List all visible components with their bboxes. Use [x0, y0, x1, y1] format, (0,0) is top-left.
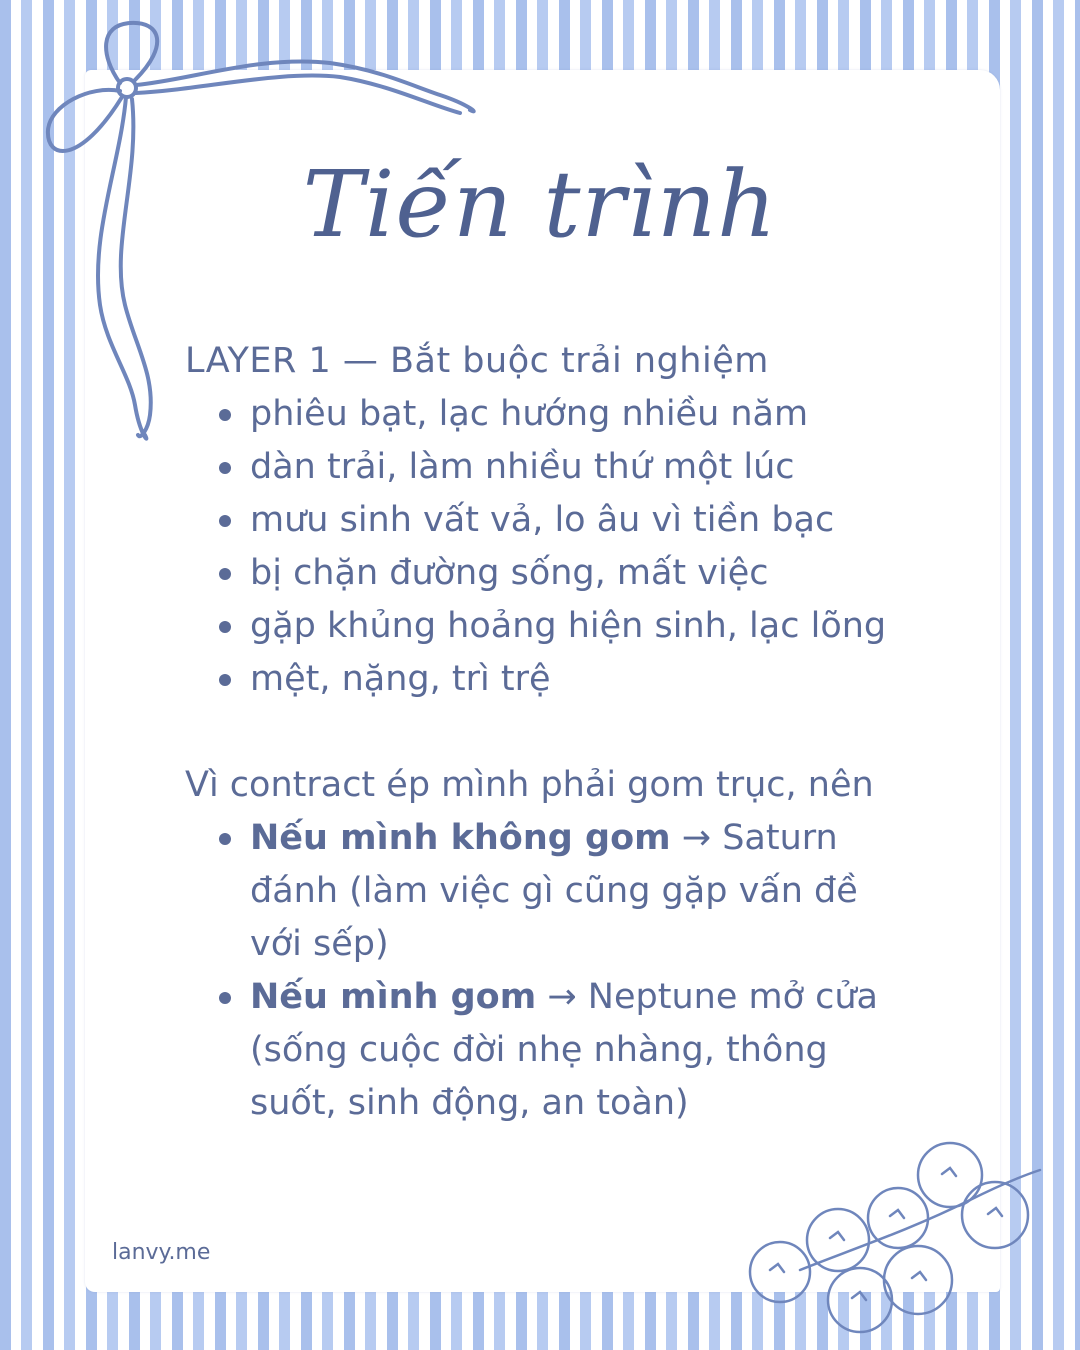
bullet-icon [219, 621, 231, 633]
list-item: bị chặn đường sống, mất việc [185, 547, 955, 600]
condition-text: Nếu mình gom [250, 977, 537, 1017]
list-item: mệt, nặng, trì trệ [185, 653, 955, 706]
outcome-text: Neptune mở cửa (sống cuộc đời nhẹ nhàng, thông suốt, sinh động, an toàn) [250, 977, 878, 1123]
arrow-icon: → [681, 818, 712, 858]
main-content [185, 335, 955, 1130]
bullet-icon [219, 409, 231, 421]
bullet-icon [219, 462, 231, 474]
contract-intro: Vì contract ép mình phải gom trục, nên [185, 765, 874, 805]
list-item [185, 812, 885, 971]
list-item [185, 971, 885, 1130]
page-title: Tiến trình [302, 151, 778, 258]
bullet-icon [219, 568, 231, 580]
arrow-icon: → [547, 977, 577, 1017]
bullet-icon [219, 674, 231, 686]
blueberry-sprig-icon [740, 1130, 1050, 1340]
condition-text: Nếu mình không gom [250, 818, 671, 858]
contract-list [185, 812, 885, 1130]
layer-heading: LAYER 1 — Bắt buộc trải nghiệm [185, 341, 769, 381]
list-item: dàn trải, làm nhiều thứ một lúc [185, 441, 955, 494]
outcome-text: Saturn đánh (làm việc gì cũng gặp vấn đề với sếp) [250, 818, 858, 964]
bullet-icon [219, 515, 231, 527]
site-url: lanvy.me [112, 1240, 211, 1265]
bullet-icon [219, 833, 231, 845]
list-item: phiêu bạt, lạc hướng nhiều năm [185, 388, 955, 441]
list-item: gặp khủng hoảng hiện sinh, lạc lõng [185, 600, 955, 653]
layer-list [185, 388, 955, 706]
bullet-icon [219, 992, 231, 1004]
list-item: mưu sinh vất vả, lo âu vì tiền bạc [185, 494, 955, 547]
